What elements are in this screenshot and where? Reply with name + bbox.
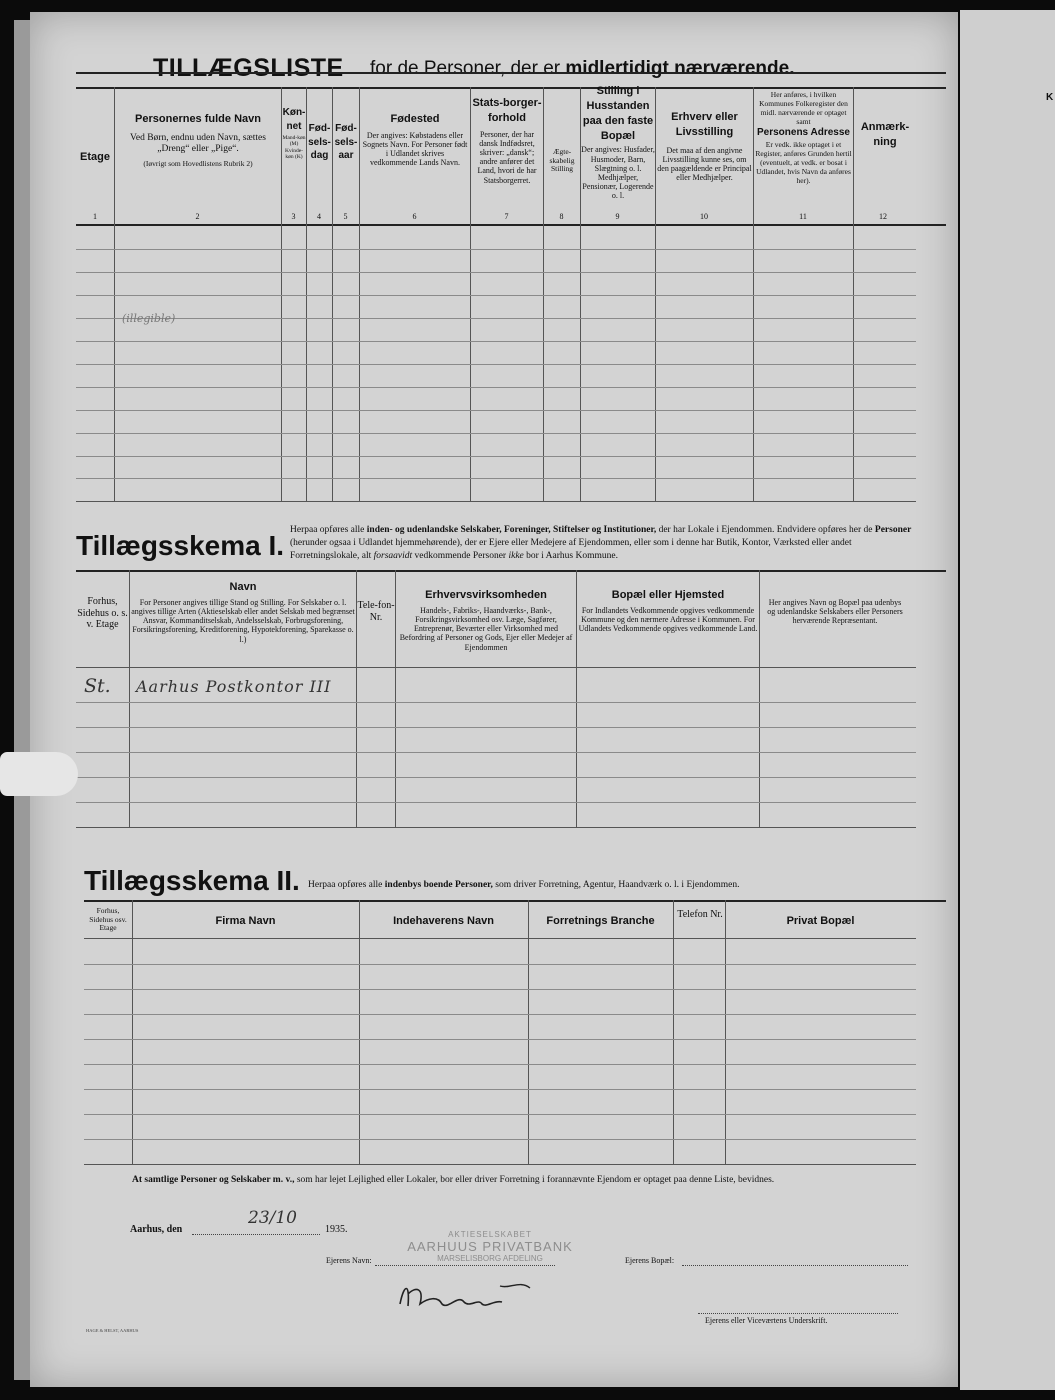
schema1-intro-b: inden- og udenlandske Selskaber, Foreninger, Stiftelser og Institutioner, (366, 525, 657, 535)
schema1-title: Tillægsskema I. (76, 530, 285, 561)
col-address-header (755, 90, 852, 185)
s1-col-name-header (131, 580, 355, 644)
row-line (76, 727, 916, 728)
date-line (192, 1234, 320, 1235)
col-address-note: Er vedk. ikke optaget i et Register, anføres Grunden hertil (eventuelt, at vedk. er bosat i Udlandet, hvis Navn da anføres her). (755, 139, 852, 185)
s1-col-business-heading: Erhvervsvirksomheden (425, 589, 547, 601)
s1-row1-etage: St. (84, 675, 111, 697)
bank-stamp (390, 1230, 590, 1263)
col-divider (725, 900, 726, 1164)
schema1-intro-h: ikke (508, 550, 524, 561)
col-occupation-heading: Erhverv eller Livsstilling (671, 111, 738, 138)
col-divider (528, 900, 529, 1164)
s1-row1-name: Aarhus Postkontor III (136, 677, 332, 696)
s1-col-business-header (397, 588, 575, 652)
row-line (84, 989, 916, 990)
schema2-intro-b: indenbys boende Personer, (384, 880, 493, 890)
schema2-intro-a: Herpaa opføres alle (308, 880, 383, 890)
col-divider (576, 570, 577, 827)
col-gender-note: Mand-køn (M) Kvinde-køn (K) (282, 135, 306, 160)
col-divider (359, 87, 360, 501)
row-line (76, 702, 916, 703)
col-citizenship-heading: Stats-borger-forhold (472, 97, 542, 124)
list-subtitle (370, 58, 795, 80)
rule (76, 667, 916, 668)
row-line (76, 318, 916, 319)
stamp-line1: AKTIESELSKABET (448, 1230, 532, 1239)
city-label: Aarhus, den (130, 1224, 183, 1235)
col-remarks-header: Anmærk-ning (860, 121, 910, 148)
col-num: 11 (799, 212, 807, 221)
col-gender-header (282, 106, 306, 160)
col-num: 3 (291, 212, 296, 221)
col-name-note: Ved Børn, endnu uden Navn, sættes „Dreng“ eller „Pige“. (130, 132, 266, 154)
rule (84, 938, 916, 939)
s1-col-business-note: Handels-, Fabriks-, Haandværks-, Bank-, Forsikringsvirksomhed osv. Læge, Sagfører, Entreprenør, Beværter eller Virksomhed med Befordring af Personer og Gods, Ejer eller Medejer af Ejendommen (399, 605, 573, 652)
schema1-intro-g: vedkommende Personer (414, 550, 507, 561)
col-address-heading: Personens Adresse (756, 127, 850, 138)
col-divider (673, 900, 674, 1164)
col-num: 10 (700, 212, 708, 221)
schema1-intro-i: bor i Aarhus Kommune. (526, 550, 618, 561)
owner-name-label: Ejerens Navn: (326, 1256, 372, 1265)
row-line (76, 752, 916, 753)
row-line (76, 272, 916, 273)
attestation-b: som har lejet Lejlighed eller Lokaler, bor eller driver Forretning i forannævnte Ejendom er optaget paa denne Liste, bevidnes. (296, 1175, 775, 1185)
row-line (84, 1064, 916, 1065)
row-line (84, 1014, 916, 1015)
s1-col-representative-header: Her angives Navn og Bopæl paa udenbys og udenlandske Selskabers eller Personers herværende Repræsentant. (767, 598, 903, 626)
row-line (84, 1039, 916, 1040)
schema2-title: Tillægsskema II. (84, 865, 300, 896)
schema2-intro (308, 879, 948, 892)
col-divider (853, 87, 854, 501)
form-page (30, 12, 958, 1387)
row-line (84, 964, 916, 965)
col-divider (114, 87, 115, 501)
list-title: TILLÆGSLISTE (153, 54, 344, 82)
s1-col-name-note: For Personer angives tillige Stand og Stilling. For Selskaber o. l. angives tillige Arten (Aktieselskab eller andet Selskab med begrænset Ansvar, Kommanditselskab, Andelsselskab, Forbrugsforening, Forsikringsforening, Kreditforening, Hypotekforening, Sparekasse o. l.) (131, 597, 355, 644)
row-line (76, 341, 916, 342)
row-line (76, 249, 916, 250)
rule (76, 827, 916, 828)
row-line (76, 456, 916, 457)
col-citizenship-header (472, 96, 542, 185)
row-line (76, 295, 916, 296)
col-occupation-header (657, 110, 752, 182)
s1-col-name-heading: Navn (229, 581, 257, 593)
signature (390, 1274, 540, 1324)
row-line (84, 1089, 916, 1090)
stamp-line3: MARSELISBORG AFDELING (437, 1254, 543, 1263)
col-name-note2: (Iøvrigt som Hovedlistens Rubrik 2) (143, 158, 253, 168)
col-num: 8 (559, 212, 564, 221)
owner-address-line (682, 1265, 908, 1266)
list-subtitle-a: for de Personer, der er (370, 58, 561, 79)
printer-mark: HAGE & HELST, AARHUS (86, 1328, 139, 1333)
col-birthyear-header: Fød-sels-aar (334, 123, 358, 161)
year: 1935. (325, 1224, 348, 1235)
row-line (76, 777, 916, 778)
col-divider (132, 900, 133, 1164)
col-birthplace-header (362, 112, 468, 168)
schema1-intro-c: der har Lokale i Ejendommen. Endvidere opføres her de (658, 525, 873, 535)
col-divider (753, 87, 754, 501)
rule (84, 900, 946, 902)
row-line (76, 501, 916, 502)
s2-col-branch-header: Forretnings Branche (546, 915, 655, 927)
col-num: 12 (879, 212, 887, 221)
s2-col-owner-header: Indehaverens Navn (393, 915, 494, 927)
schema1-intro-a: Herpaa opføres alle (290, 525, 365, 535)
attestation (132, 1174, 932, 1187)
col-name-heading: Personernes fulde Navn (135, 113, 261, 125)
col-gender-heading: Køn-net (282, 107, 306, 132)
s1-col-residence-header (578, 588, 758, 633)
col-address-pre: Her anføres, i hvilken Kommunes Folkeregister den midl. nærværende er optaget samt (759, 90, 848, 126)
s2-col-private-header: Privat Bopæl (786, 915, 855, 927)
s1-col-residence-heading: Bopæl eller Hjemsted (611, 589, 725, 601)
col-divider (129, 570, 130, 827)
owner-address-label: Ejerens Bopæl: (625, 1256, 675, 1265)
col-num: 1 (93, 212, 97, 221)
col-num: 5 (343, 212, 348, 221)
facing-page (960, 10, 1055, 1390)
rule (84, 1164, 916, 1165)
col-divider (359, 900, 360, 1164)
stamp-line2: AARHUUS PRIVATBANK (407, 1239, 573, 1254)
schema1-intro-d: Personer (874, 525, 912, 535)
rule (76, 87, 946, 89)
schema1-intro-e: (herunder ogsaa i Udlandet hjemmehørende), der er Ejere eller Medejere af Ejendommen, eller som i denne har Butik, Kontor, Værksted eller andet Forretningslokale, alt (290, 537, 852, 561)
col-divider (470, 87, 471, 501)
s2-col-firm-header: Firma Navn (215, 915, 276, 927)
row-line (76, 433, 916, 434)
col-divider (655, 87, 656, 501)
schema1-intro (290, 524, 918, 562)
col-household-heading: Stilling i Husstanden paa den faste Bopæl (582, 85, 654, 142)
row-line (84, 1114, 916, 1115)
col-occupation-note: Det maa af den angivne Livsstilling kunne ses, om den paagældende er Principal eller Medhjælper. (657, 145, 752, 183)
row-line (84, 1139, 916, 1140)
row-line (76, 478, 916, 479)
list-faint-handwriting: (illegible) (122, 312, 176, 325)
col-household-header (581, 84, 655, 201)
s1-col-residence-note: For Indlandets Vedkommende opgives vedkommende Kommune og den nærmere Adresse i Kommunen. For Udlandets Vedkommende opgives vedkommende Land. (578, 605, 758, 634)
col-divider (395, 570, 396, 827)
col-num: 2 (195, 212, 200, 221)
s1-col-etage-header: Forhus, Sidehus o. s. v. Etage (77, 596, 128, 630)
col-num: 4 (317, 212, 321, 221)
schema1-intro-f: forsaavidt (373, 550, 413, 561)
row-line (76, 410, 916, 411)
col-num: 7 (504, 212, 509, 221)
col-birthday-header: Fød-sels-dag (308, 123, 331, 161)
signature-label: Ejerens eller Viceværtens Underskrift. (705, 1316, 828, 1325)
col-num: 9 (615, 212, 620, 221)
owner-name-line (375, 1265, 555, 1266)
col-name-header (116, 112, 280, 168)
col-birthplace-heading: Fødested (390, 113, 440, 125)
col-num: 6 (412, 212, 417, 221)
s1-col-phone-header: Tele-fon-Nr. (357, 600, 395, 623)
s2-col-phone-header: Telefon Nr. (677, 909, 723, 920)
col-citizenship-note: Personer, der har dansk Indfødsret, skriver: „dansk“; andre anfører det Land, hvori de har Statsborgerret. (477, 129, 537, 185)
col-birthplace-note: Der angives: Købstadens eller Sognets Navn. For Personer født i Udlandet skrives vedkommende Lands Navn. (362, 130, 468, 168)
rule (76, 570, 946, 572)
row-line (76, 364, 916, 365)
col-marital-header: Ægte-skabelig Stilling (549, 147, 575, 174)
rule (76, 224, 946, 226)
col-household-note: Der angives: Husfader, Husmoder, Barn, Slægtning o. l. Medhjælper, Pensionær, Logerende o. l. (581, 145, 655, 201)
list-subtitle-b: midlertidigt nærværende. (565, 58, 795, 79)
binder-clip (0, 752, 78, 796)
row-line (76, 387, 916, 388)
col-divider (759, 570, 760, 827)
facing-page-fragment: K (1046, 92, 1054, 103)
col-etage-header: Etage (80, 151, 110, 163)
date-handwritten: 23/10 (248, 1208, 297, 1228)
s2-col-etage-header: Forhus, Sidehus osv. Etage (89, 906, 127, 933)
schema2-intro-c: som driver Forretning, Agentur, Haandværk o. l. i Ejendommen. (495, 880, 740, 890)
row-line (76, 802, 916, 803)
signature-line (698, 1313, 898, 1314)
attestation-a: At samtlige Personer og Selskaber m. v., (132, 1175, 295, 1185)
rule (76, 72, 946, 74)
